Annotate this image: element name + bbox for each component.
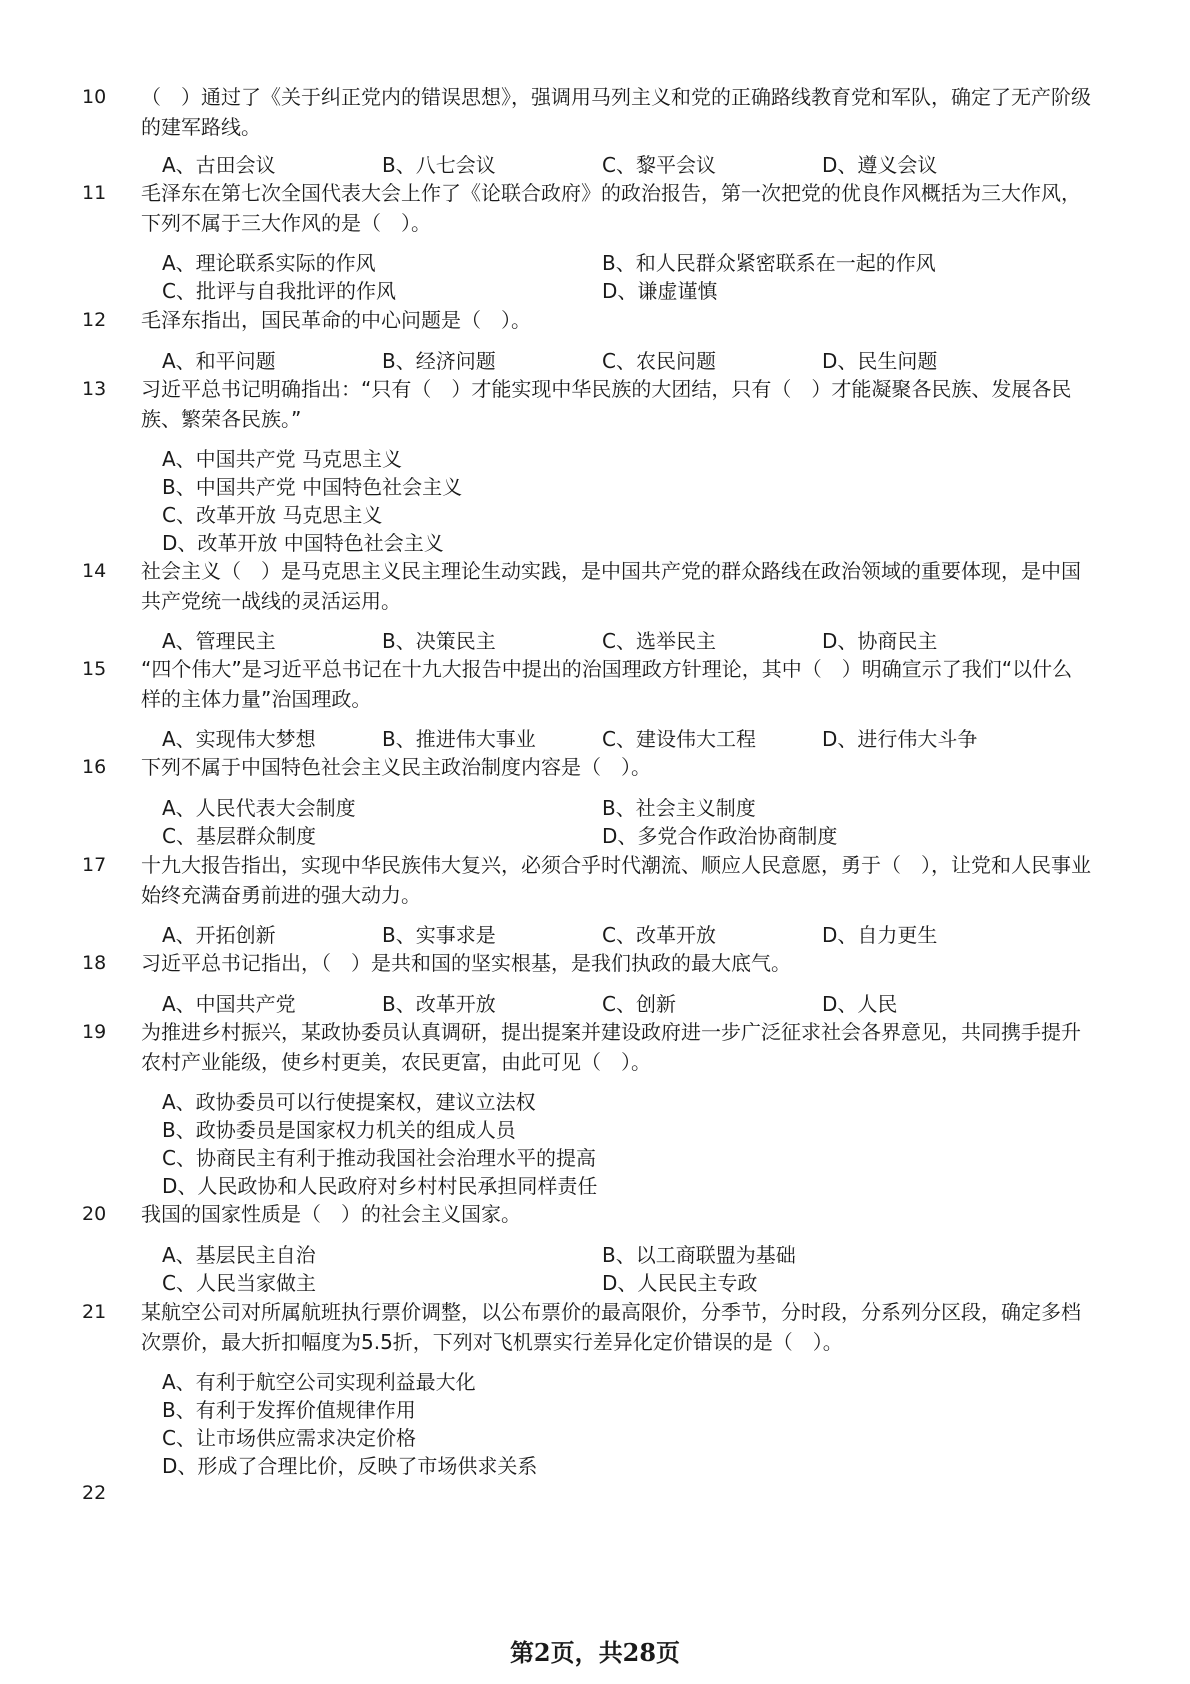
option-a: A、古田会议 bbox=[162, 153, 276, 177]
option-b: B、推进伟大事业 bbox=[382, 727, 536, 751]
option-a: A、中国共产党 马克思主义 bbox=[162, 447, 403, 471]
option-c: C、协商民主有利于推动我国社会治理水平的提高 bbox=[162, 1146, 596, 1170]
option-a: A、管理民主 bbox=[162, 629, 276, 653]
option-a: A、开拓创新 bbox=[162, 923, 276, 947]
question-number: 14 bbox=[82, 560, 107, 582]
option-a: A、政协委员可以行使提案权，建议立法权 bbox=[162, 1090, 536, 1114]
question-text: 我国的国家性质是（ ）的社会主义国家。 bbox=[141, 1202, 521, 1226]
option-b: B、实事求是 bbox=[382, 923, 496, 947]
option-b: B、决策民主 bbox=[382, 629, 496, 653]
option-b: B、和人民群众紧密联系在一起的作风 bbox=[602, 251, 936, 275]
option-b: B、以工商联盟为基础 bbox=[602, 1243, 796, 1267]
option-c: C、农民问题 bbox=[602, 349, 716, 373]
option-c: C、改革开放 bbox=[602, 923, 716, 947]
question-number: 18 bbox=[82, 952, 107, 974]
option-b: B、改革开放 bbox=[382, 992, 496, 1016]
option-d: D、改革开放 中国特色社会主义 bbox=[162, 531, 444, 555]
question-number: 10 bbox=[82, 86, 107, 108]
question-text: 社会主义（ ）是马克思主义民主理论生动实践，是中国共产党的群众路线在政治领域的重要体现，是中国共产党统一战线的灵活运用。 bbox=[141, 559, 1081, 613]
question-text: （ ）通过了《关于纠正党内的错误思想》，强调用马列主义和党的正确路线教育党和军队，确定了无产阶级的建军路线。 bbox=[141, 85, 1091, 139]
option-d: D、谦虚谨慎 bbox=[602, 279, 718, 303]
option-d: D、多党合作政治协商制度 bbox=[602, 824, 838, 848]
option-d: D、人民 bbox=[822, 992, 898, 1016]
question-number: 13 bbox=[82, 378, 107, 400]
option-d: D、人民政协和人民政府对乡村村民承担同样责任 bbox=[162, 1174, 598, 1198]
option-b: B、政协委员是国家权力机关的组成人员 bbox=[162, 1118, 516, 1142]
option-c: C、人民当家做主 bbox=[162, 1271, 316, 1295]
option-c: C、让市场供应需求决定价格 bbox=[162, 1426, 416, 1450]
option-a: A、和平问题 bbox=[162, 349, 276, 373]
question-text: 毛泽东在第七次全国代表大会上作了《论联合政府》的政治报告，第一次把党的优良作风概括为三大作风，下列不属于三大作风的是（ ）。 bbox=[141, 181, 1081, 235]
page-footer: 第2页，共28页 bbox=[509, 1638, 681, 1667]
question-number: 20 bbox=[82, 1203, 107, 1225]
question-text: 习近平总书记明确指出：“只有（ ）才能实现中华民族的大团结，只有（ ）才能凝聚各民族、发展各民族、繁荣各民族。” bbox=[141, 377, 1072, 431]
question-text: 为推进乡村振兴，某政协委员认真调研，提出提案并建设政府进一步广泛征求社会各界意见，共同携手提升农村产业能级，使乡村更美，农民更富，由此可见（ ）。 bbox=[141, 1020, 1081, 1074]
question-text: 下列不属于中国特色社会主义民主政治制度内容是（ ）。 bbox=[141, 755, 651, 779]
question-number: 12 bbox=[82, 309, 107, 331]
question-text: 习近平总书记指出，（ ）是共和国的坚实根基，是我们执政的最大底气。 bbox=[141, 951, 791, 975]
question-number: 16 bbox=[82, 756, 107, 778]
option-b: B、经济问题 bbox=[382, 349, 496, 373]
option-d: D、民生问题 bbox=[822, 349, 938, 373]
question-text: 毛泽东指出，国民革命的中心问题是（ ）。 bbox=[141, 308, 531, 332]
option-c: C、创新 bbox=[602, 992, 676, 1016]
question-number: 15 bbox=[82, 658, 107, 680]
option-d: D、自力更生 bbox=[822, 923, 938, 947]
option-d: D、协商民主 bbox=[822, 629, 938, 653]
option-a: A、中国共产党 bbox=[162, 992, 296, 1016]
question-number: 11 bbox=[82, 182, 107, 204]
question-text: 某航空公司对所属航班执行票价调整，以公布票价的最高限价，分季节，分时段，分系列分区段，确定多档次票价，最大折扣幅度为5.5折，下列对飞机票实行差异化定价错误的是（ ）。 bbox=[141, 1300, 1081, 1354]
question-number: 21 bbox=[82, 1301, 107, 1323]
question-text: “四个伟大”是习近平总书记在十九大报告中提出的治国理政方针理论，其中（ ）明确宣示了我们“以什么样的主体力量”治国理政。 bbox=[141, 657, 1073, 711]
option-d: D、形成了合理比价，反映了市场供求关系 bbox=[162, 1454, 538, 1478]
option-c: C、改革开放 马克思主义 bbox=[162, 503, 383, 527]
option-b: B、八七会议 bbox=[382, 153, 496, 177]
option-c: C、黎平会议 bbox=[602, 153, 716, 177]
option-d: D、人民民主专政 bbox=[602, 1271, 758, 1295]
option-d: D、进行伟大斗争 bbox=[822, 727, 978, 751]
option-b: B、有利于发挥价值规律作用 bbox=[162, 1398, 416, 1422]
option-a: A、人民代表大会制度 bbox=[162, 796, 356, 820]
option-d: D、遵义会议 bbox=[822, 153, 938, 177]
option-c: C、基层群众制度 bbox=[162, 824, 316, 848]
option-a: A、有利于航空公司实现利益最大化 bbox=[162, 1370, 476, 1394]
option-b: B、中国共产党 中国特色社会主义 bbox=[162, 475, 463, 499]
question-number: 17 bbox=[82, 854, 107, 876]
option-b: B、社会主义制度 bbox=[602, 796, 756, 820]
option-a: A、实现伟大梦想 bbox=[162, 727, 316, 751]
option-a: A、基层民主自治 bbox=[162, 1243, 316, 1267]
option-c: C、建设伟大工程 bbox=[602, 727, 756, 751]
option-c: C、批评与自我批评的作风 bbox=[162, 279, 396, 303]
question-text: 十九大报告指出，实现中华民族伟大复兴，必须合乎时代潮流、顺应人民意愿，勇于（ ），让党和人民事业始终充满奋勇前进的强大动力。 bbox=[141, 853, 1091, 907]
option-a: A、理论联系实际的作风 bbox=[162, 251, 376, 275]
option-c: C、选举民主 bbox=[602, 629, 716, 653]
question-number: 22 bbox=[82, 1482, 107, 1504]
question-number: 19 bbox=[82, 1021, 107, 1043]
